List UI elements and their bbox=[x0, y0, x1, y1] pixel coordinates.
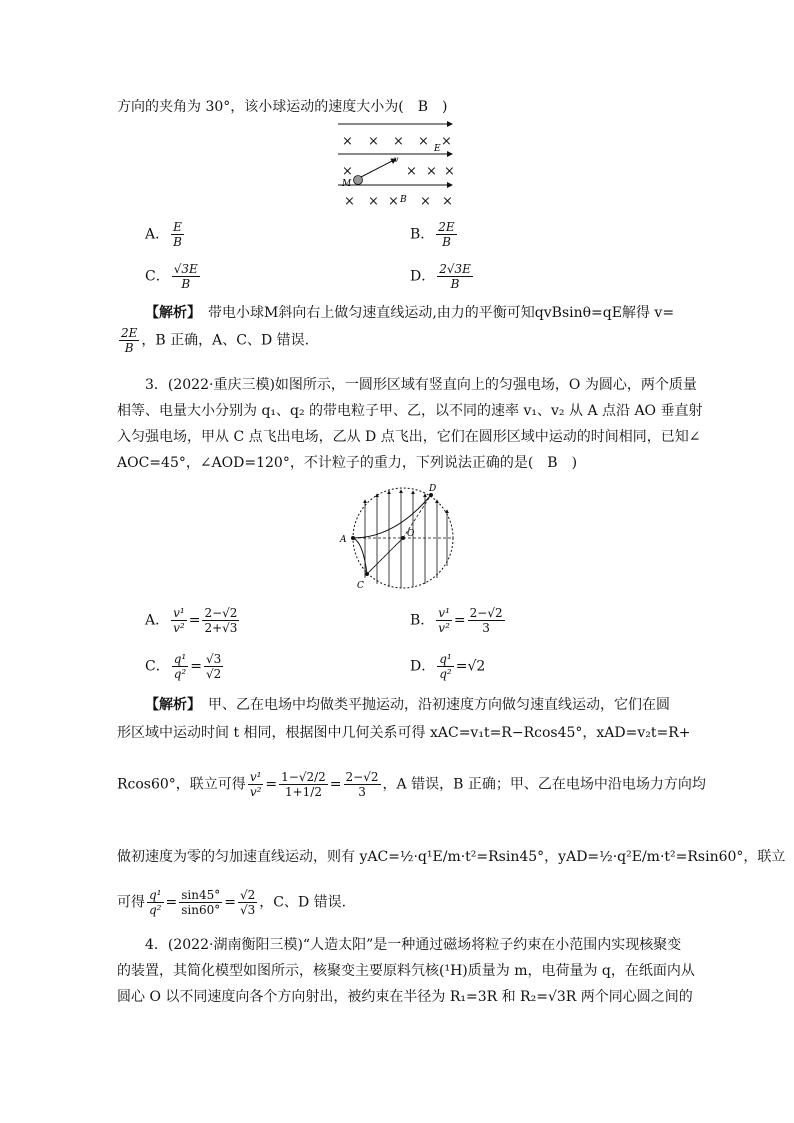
q4-line2: 的装置，其简化模型如图所示，核聚变主要原料氕核(¹H)质量为 m，电荷量为 q，在纸面内从 bbox=[117, 963, 695, 979]
q2-option-c: C． $\frac{√3E}{B}$ bbox=[145, 262, 198, 291]
svg-text:×: × bbox=[441, 134, 452, 149]
q3-label-o: O bbox=[407, 529, 415, 539]
q3-option-b: B． $\frac{\text{v¹}}{\text{v²}}$ = $\frac{2-√2}{3}$ bbox=[410, 606, 503, 635]
q3-line4: AOC=45°，∠AOD=120°，不计粒子的重力，下列说法正确的是( B ) bbox=[117, 455, 578, 471]
q3-analysis-line2: 形区域中运动时间 t 相同，根据图中几何关系可得 xAC=v₁t=R−Rcos45°，xAD=v₂t=R+ bbox=[117, 725, 691, 741]
svg-text:×: × bbox=[344, 194, 355, 209]
svg-text:×: × bbox=[418, 134, 429, 149]
q3-option-c: C． $\frac{\text{q¹}}{\text{q²}}$ = $\frac{√3}{√2}$ bbox=[145, 652, 222, 681]
q3-line2: 相等、电量大小分别为 q₁、q₂ 的带电粒子甲、乙，以不同的速率 v₁、v₂ 从 A 点沿 AO 垂直射 bbox=[117, 403, 703, 419]
svg-text:×: × bbox=[444, 164, 455, 179]
q3-analysis-line5: 可得 $\frac{\text{q¹}}{\text{q²}}$ = $\frac{\sin 45^\circ}{\sin 60^\circ}$ = $\frac{√2}{√3}$ ，C、D 错误. bbox=[117, 888, 347, 917]
q3-option-a: A． $\frac{\text{v¹}}{\text{v²}}$ = $\frac{2-√2}{2+√3}$ bbox=[145, 606, 238, 635]
q2-figure bbox=[338, 120, 458, 212]
svg-text:×: × bbox=[406, 164, 417, 179]
q2-stem: 方向的夹角为 30°，该小球运动的速度大小为( B ) bbox=[117, 99, 448, 115]
q4-line3: 圆心 O 以不同速度向各个方向射出，被约束在半径为 R₁=3R 和 R₂=√3R 两个同心圆之间的 bbox=[117, 989, 693, 1005]
q3-line1: 3．(2022·重庆三模)如图所示，一圆形区域有竖直向上的匀强电场，O 为圆心，两个质量 bbox=[145, 377, 697, 393]
svg-text:×: × bbox=[342, 134, 353, 149]
svg-text:×: × bbox=[368, 194, 379, 209]
svg-text:×: × bbox=[368, 134, 379, 149]
svg-text:×: × bbox=[388, 194, 399, 209]
q3-figure bbox=[335, 482, 465, 594]
q2-option-a: A． $\frac{E}{B}$ bbox=[145, 220, 182, 249]
q2-label-e: E bbox=[434, 144, 441, 154]
svg-text:×: × bbox=[342, 164, 353, 179]
q2-option-b: B． $\frac{2E}{B}$ bbox=[410, 220, 455, 249]
q3-label-a: A bbox=[340, 535, 347, 545]
q3-option-d: D． $\frac{\text{q¹}}{\text{q²}}$ =√2 bbox=[410, 652, 486, 681]
q3-label-c: C bbox=[357, 581, 364, 591]
q2-option-d: D． $\frac{2√3E}{B}$ bbox=[410, 262, 471, 291]
svg-text:×: × bbox=[393, 134, 404, 149]
q2-label-b: B bbox=[400, 195, 407, 205]
svg-text:×: × bbox=[442, 194, 453, 209]
q4-line1: 4．(2022·湖南衡阳三模)“人造太阳”是一种通过磁场将粒子约束在小范围内实现核聚变 bbox=[145, 937, 682, 953]
q3-line3: 入匀强电场，甲从 C 点飞出电场，乙从 D 点飞出，它们在圆形区域中运动的时间相同，已知∠ bbox=[117, 429, 701, 445]
svg-text:×: × bbox=[420, 194, 431, 209]
q2-analysis: 【解析】 带电小球M斜向右上做匀速直线运动,由力的平衡可知qvBsinθ=qE解得 v= bbox=[145, 305, 675, 321]
q3-analysis: 【解析】 甲、乙在电场中均做类平抛运动，沿初速度方向做匀速直线运动，它们在圆 bbox=[145, 697, 670, 713]
svg-text:×: × bbox=[426, 164, 437, 179]
q2-analysis-cont: $\frac{2E}{B}$ ，B 正确，A、C、D 错误. bbox=[121, 326, 310, 355]
q2-label-v: v bbox=[394, 155, 399, 164]
q3-label-d: D bbox=[429, 484, 437, 494]
q2-label-m: M bbox=[342, 179, 352, 189]
q3-analysis-line4: 做初速度为零的匀加速直线运动，则有 yAC=½·q¹E/m·t²=Rsin45°，yAD=½·q²E/m·t²=Rsin60°，联立 bbox=[117, 849, 786, 865]
q3-analysis-line3: Rcos60°，联立可得 $\frac{\text{v¹}}{\text{v²}}$ = $\frac{1-√2/2}{1+1/2}$ = $\frac{2-√2}{3}$ ，A 错误，B 正确；甲、乙在电场中沿电场力方向均 bbox=[117, 770, 706, 799]
